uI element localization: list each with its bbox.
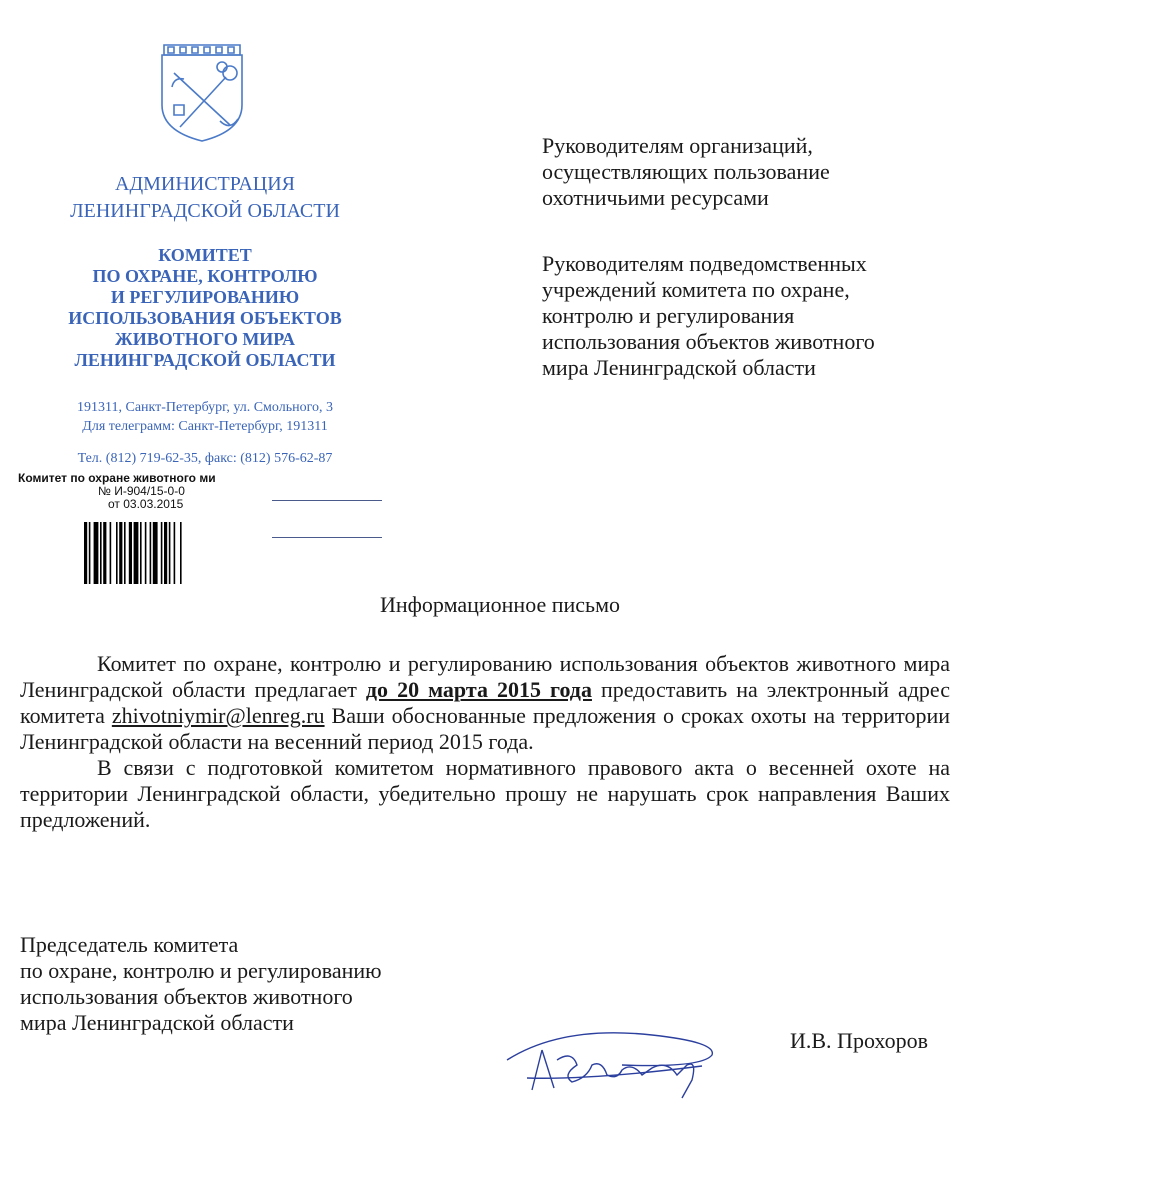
signer-name: И.В. Прохоров bbox=[790, 1028, 928, 1053]
address-block bbox=[40, 398, 370, 436]
addressee-line: осуществляющих пользование bbox=[542, 159, 830, 184]
committee-line: КОМИТЕТ bbox=[158, 245, 252, 265]
p1-text: предоставить на электронный адрес комитета bbox=[20, 677, 951, 728]
addressee-block-1 bbox=[542, 133, 962, 211]
letter-title: Информационное письмо bbox=[379, 592, 620, 617]
committee-line: ЛЕНИНГРАДСКОЙ ОБЛАСТИ bbox=[74, 350, 336, 370]
committee-line: ПО ОХРАНЕ, КОНТРОЛЮ bbox=[92, 266, 318, 286]
stamp-date: от 03.03.2015 bbox=[108, 497, 184, 511]
p1-text: Комитет по охране, контролю и регулированию использования объектов животного мира Ленинградской области предлагает bbox=[20, 651, 950, 702]
stamp-number: № И-904/15-0-0 bbox=[98, 484, 185, 498]
addressee-line: охотничьими ресурсами bbox=[542, 185, 769, 210]
coat-of-arms-icon bbox=[160, 43, 244, 143]
p1-text: Ваши обоснованные предложения о сроках охоты на территории Ленинградской области на весенний период 2015 года. bbox=[20, 703, 951, 754]
addressee-block-2 bbox=[542, 251, 962, 381]
phone-fax: Тел. (812) 719-62-35, факс: (812) 576-62-87 bbox=[77, 451, 333, 466]
postal-address: 191311, Санкт-Петербург, ул. Смольного, 3 bbox=[77, 400, 333, 415]
registration-stamp bbox=[18, 472, 278, 511]
committee-line: И РЕГУЛИРОВАНИЮ bbox=[110, 287, 300, 307]
committee-line: ЖИВОТНОГО МИРА bbox=[115, 329, 295, 349]
deadline: до 20 марта 2015 года bbox=[365, 677, 592, 702]
committee-name bbox=[40, 245, 370, 371]
handwritten-signature bbox=[502, 1020, 722, 1100]
administration-name bbox=[40, 171, 370, 225]
addressee-line: Руководителям подведомственных bbox=[542, 251, 867, 276]
paragraph-2: В связи с подготовкой комитетом нормативного правового акта о весенней охоте на территории Ленинградской области, убедительно прошу не нарушать срок направления Ваших предложений. bbox=[20, 755, 950, 832]
stamp-org: Комитет по охране животного ми bbox=[18, 472, 216, 485]
reference-line bbox=[272, 500, 382, 501]
telegram-address: Для телеграмм: Санкт-Петербург, 191311 bbox=[82, 419, 328, 434]
date-line bbox=[272, 537, 382, 538]
barcode bbox=[83, 522, 228, 584]
admin-line-2: ЛЕНИНГРАДСКОЙ ОБЛАСТИ bbox=[70, 200, 340, 222]
addressee-line: использования объектов животного bbox=[542, 329, 875, 354]
addressee-line: контролю и регулирования bbox=[542, 303, 795, 328]
admin-line-1: АДМИНИСТРАЦИЯ bbox=[115, 173, 295, 195]
signatory-line: использования объектов животного bbox=[20, 984, 353, 1009]
addressee-line: Руководителям организаций, bbox=[542, 133, 813, 158]
letter-body bbox=[20, 651, 950, 833]
signatory-line: Председатель комитета bbox=[20, 932, 239, 957]
committee-line: ИСПОЛЬЗОВАНИЯ ОБЪЕКТОВ bbox=[68, 308, 342, 328]
signatory-line: мира Ленинградской области bbox=[20, 1010, 294, 1035]
email-link[interactable]: zhivotniymir@lenreg.ru bbox=[111, 703, 325, 728]
signatory-line: по охране, контролю и регулированию bbox=[20, 958, 382, 983]
addressee-line: учреждений комитета по охране, bbox=[542, 277, 850, 302]
paragraph-1 bbox=[20, 651, 950, 755]
signatory-title bbox=[20, 932, 480, 1036]
addressee-line: мира Ленинградской области bbox=[542, 355, 816, 380]
